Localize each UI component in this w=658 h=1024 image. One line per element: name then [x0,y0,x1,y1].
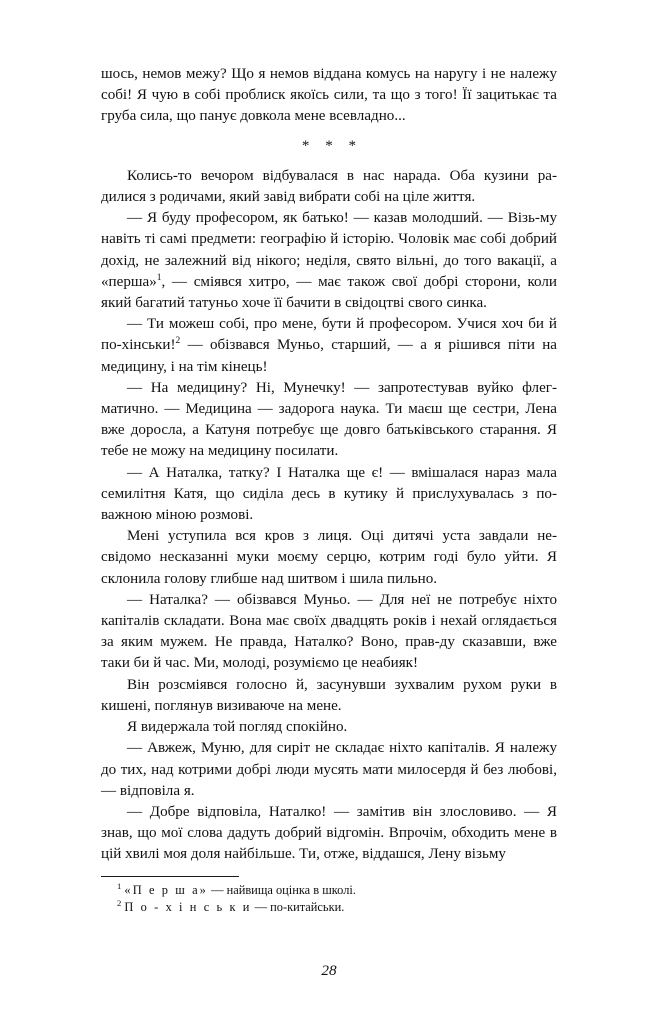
footnote-item [101,899,557,916]
paragraph-with-footnote-ref [101,208,557,314]
body-text-block [101,64,557,866]
paragraph: — На медицину? Ні, Мунечку! — запротестував вуйко флег-матично. — Медицина — задорога наука. Ти маєш ще сестри, Лена вже доросла, а Катуня потребує ще довго батьківського старання. Я тебе не можу на медицину посилати. [101,379,557,460]
paragraph-text-after-ref: , — сміявся хитро, — має також свої добрі сторони, коли який багатий татуньо хоче її бачити в свідоцтві свого синка. [101,273,557,312]
footnote-definition: — по-китайськи. [251,900,345,915]
paragraph: шось, немов межу? Що я немов віддана комусь на наругу і не належу собі! Я чую в собі проблиск якоїсь сили, та що з того! Її зацитькає та груба сила, що панує довкола мене всевладно... [101,66,557,125]
paragraph-text-before-ref: — Я буду професором, як батько! — казав молодший. — Візь-му навіть ті самі предмети: географію й історію. Чоловік має собі добрий дохід, не залежний від нікого; неділя, свято вільні, до того вакації, а «перша» [101,210,557,290]
paragraph-text-after-ref: — обізвався Муньо, старший, — а я рішився піти на медицину, і на тім кінець! [101,337,557,375]
section-separator: * * * [301,137,363,154]
footnote-term: П о - х і н с ь к и [124,900,252,915]
footnote-term: «П е р ш а» [124,883,208,897]
footnote-marker: 1 [117,880,122,891]
paragraph: Я видержала той погляд спокійно. [127,719,348,736]
paragraph: — Авжеж, Муню, для сиріт не складає ніхто капіталів. Я належу до тих, над котрими добрі люди мусять мати милосердя й без любові, — відповіла я. [101,740,557,799]
page-number: 28 [321,962,337,979]
paragraph: — А Наталка, татку? І Наталка ще є! — вмішалася нараз мала семилітня Катя, що сиділа десь в кутику й прислухувалась з по-важною міною розмові. [101,464,557,524]
footnote-item [101,882,557,899]
footnote-marker: 2 [117,898,122,909]
footnote-separator-rule [101,876,239,877]
paragraph: — Добре відповіла, Наталко! — замітив він злословиво. — Я знав, що мої слова дадуть добрий відгомін. Впрочім, обходить мене в цій хвилі моя доля найбільше. Ти, отже, віддашся, Лену візьму [101,803,557,863]
footnote-ref-1[interactable]: 1 [156,272,162,283]
footnote-definition: — найвища оцінка в школі. [207,883,356,897]
paragraph: Мені уступила вся кров з лиця. Оці дитячі уста завдали не-свідомо несказанні муки моєму серцю, котрим годі було уйти. Я склонила голову глибше над шитвом і шила пильно. [101,528,557,587]
paragraph-with-footnote-ref [101,314,557,378]
paragraph-text-before-ref: — Ти можеш собі, про мене, бути й професором. Учися хоч би й по-хінськи! [101,316,557,354]
paragraph: Колись-то вечором відбувалася в нас нарада. Оба кузини ра-дилися з родичами, який завід вибрати собі на ціле життя. [101,167,557,206]
footnote-ref-2[interactable]: 2 [175,336,181,347]
footnote-area [101,876,557,917]
paragraph: Він розсміявся голосно й, засунувши зухвалим рухом руки в кишені, поглянув визиваюче на мене. [101,676,557,714]
paragraph: — Наталка? — обізвався Муньо. — Для неї не потребує ніхто капіталів складати. Вона має своїх двадцять років і нехай оглядається за яким мужем. Не правда, Наталко? Воно, прав-ду сказавши, вже таки би й час. Ми, молоді, розуміємо це неабияк! [101,591,557,672]
